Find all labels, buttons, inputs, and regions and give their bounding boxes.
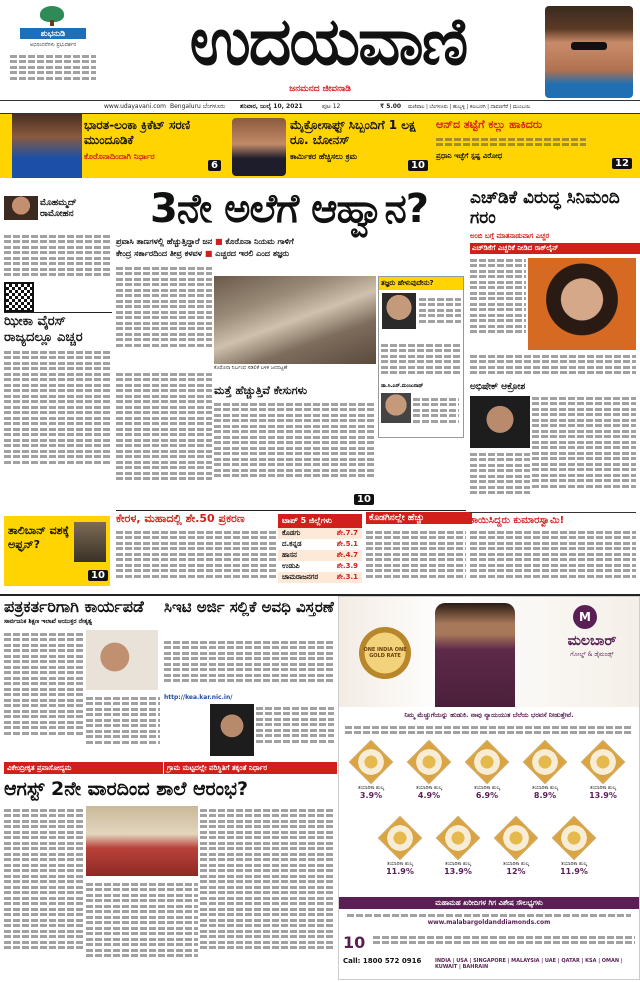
lead-subheads: ಪ್ರವಾಸಿ ತಾಣಗಳಲ್ಲಿ ಹೆಚ್ಚುತ್ತಿದ್ದಾರೆ ಜನ ■ ಕೊರೊನಾ ನಿಯಮ ಗಾಳಿಗೆ ಕೇಂದ್ರ ಸರ್ಕಾರದಿಂದ ತೀವ್ರ ಕಳವಳ ■ ಎಚ್ಚರದ ಇರಲಿ ಎಂದ ತಜ್ಞರು: [116, 237, 294, 258]
district-row: [278, 528, 362, 539]
cases-headline[interactable]: ಮತ್ತೆ ಹೆಚ್ಚುತ್ತಿವೆ ಕೇಸುಗಳು: [214, 384, 308, 397]
teaser-3[interactable]: ಆನ್‌ದ ತಟ್ಟೆಗೆ ಕಲ್ಲು ಹಾಕಿದರು ಪ್ರಧಾನಿ ಇಚ್ಛೆಗೆ ಸ್ಪಷ್ಟ ವಿರೋಧ 12: [436, 118, 636, 174]
taliban-box[interactable]: ತಾಲಿಬಾನ್ ವಶಕ್ಕೆ ಅಫ್ಘನ್? 10: [4, 516, 110, 586]
model-photo: [435, 603, 515, 707]
district-value: ಶೇ.3.1: [336, 573, 358, 581]
jewel-rate-cell[interactable]: ತಯಾರಿಕಾ ಶುಲ್ಕ 6.9%: [459, 741, 515, 813]
date-bar: [0, 100, 640, 114]
district-name: ಚಾಮರಾಜನಗರ: [282, 573, 319, 581]
ceo-photo: [232, 118, 286, 176]
jewel-rate-cell[interactable]: ತಯಾರಿಕಾ ಶುಲ್ಕ 8.9%: [517, 741, 573, 813]
edition-city: Bengaluru ಬೆಂಗಳೂರು: [170, 103, 226, 110]
journalist-headline[interactable]: ಪತ್ರಕರ್ತರಿಗಾಗಿ ಕಾರ್ಯಪಡೆ: [4, 597, 144, 616]
tagline: ಜನಮನದ ಜೀವನಾಡಿ: [289, 84, 351, 94]
tourism-bar: ವಿಕೇಂದ್ರೀಕೃತ ಪ್ರವಾಸೋದ್ಯಮ: [4, 762, 163, 774]
top-districts: ಟಾಪ್ 5 ಜಿಲ್ಲೆಗಳು ಕೊಡಗು ಶೇ.7.7 ದ.ಕನ್ನಡ ಶೇ.5.1 ಹಾಸನ ಶೇ.4.7 ಉಡುಪಿ ಶೇ.3.9 ಚಾಮರಾಜನಗರ ಶೇ.3.1: [278, 514, 362, 590]
editions: ಮಣಿಪಾಲ | ಬೆಂಗಳೂರು | ಹುಬ್ಬಳ್ಳಿ | ಕಲಬುರಗಿ | ದಾವಣಗೆರೆ | ಮುಂಬಯಿ: [408, 104, 531, 110]
abhishek-photo: [470, 396, 530, 448]
commissioner-photo: [86, 630, 158, 690]
zika-headline[interactable]: ಝೀಕಾ ವೈರಸ್ ರಾಜ್ಯದಲ್ಲೂ ಎಚ್ಚರ: [4, 314, 83, 345]
district-value: ಶೇ.7.7: [336, 529, 358, 537]
district-name: ಹಾಸನ: [282, 551, 297, 559]
qr-code[interactable]: [4, 282, 34, 312]
minister-photo: [210, 704, 254, 756]
village-bar: ಗ್ರಾಮ ಮಟ್ಟದಲ್ಲೇ ಪರಿಸ್ಥಿತಿಗೆ ತಕ್ಕಂತೆ ನಿರ್ಧಾರ: [164, 762, 337, 774]
logo[interactable]: ಉದಯವಾಣಿ: [189, 3, 467, 80]
jewel-icon: [552, 816, 597, 861]
jewel-rate-cell[interactable]: ತಯಾರಿಕಾ ಶುಲ್ಕ 4.9%: [401, 741, 457, 813]
malabar-logo-icon: M: [573, 605, 597, 629]
website[interactable]: www.udayavani.com: [104, 103, 167, 110]
crowd-photo: [214, 276, 376, 364]
teaser-2[interactable]: ಮೈಕ್ರೋಸಾಫ್ಟ್ ಸಿಬ್ಬಂದಿಗೆ 1 ಲಕ್ಷ ರೂ. ಬೋನಸ್ ಕಾರ್ಮಿಕರ ಹೆಚ್ಚಿಸಲು ಕ್ರಮ 10: [290, 118, 430, 174]
jewel-rate-cell[interactable]: ತಯಾರಿಕಾ ಶುಲ್ಕ 11.9%: [372, 817, 428, 889]
hdk-headline[interactable]: ಎಚ್‌ಡಿಕೆ ವಿರುದ್ಧ ಸಿನಿಮಂದಿ ಗರಂ: [470, 188, 620, 228]
showroom-count: 10: [343, 933, 366, 952]
jewel-icon: [436, 816, 481, 861]
district-name: ಉಡುಪಿ: [282, 562, 300, 570]
abhishek-headline[interactable]: ಅಭಿಷೇಕ್ ಆಕ್ರೋಶ: [470, 382, 526, 392]
teaser-1[interactable]: ಭಾರತ-ಲಂಕಾ ಕ್ರಿಕೆಟ್ ಸರಣಿ ಮುಂದೂಡಿಕೆ ಕೊರೊನಾದಿಂದಾಗಿ ನಿರ್ಧಾರ 6: [84, 118, 224, 174]
subhana-box: [4, 4, 102, 96]
expert-photo: [382, 293, 416, 329]
cet-link[interactable]: http://kea.kar.nic.in/: [164, 694, 233, 701]
jewel-icon: [378, 816, 423, 861]
kumaraswamy-headline[interactable]: ಕಾಯಿಸಿದ್ದರು ಕುಮಾರಸ್ವಾಮಿ!: [470, 512, 636, 526]
actor-photo: [545, 6, 633, 98]
malabar-ad[interactable]: ONE INDIA ONE GOLD RATE M ಮಲಬಾರ್ ಗೋಲ್ಡ್ & ಡೈಮಂಡ್ಸ್ ನಿಮ್ಮ ಮೆಚ್ಚುಗೆಯನ್ನು ಹುಡುಕಿ. ನಾವು ನ್ಯಾಯಯುತ ಬೆಲೆಯ ಭರವಸೆ ನೀಡುತ್ತೇವೆ. ತಯಾರಿಕಾ ಶುಲ್ಕ 3.9% ತಯಾರಿಕಾ ಶುಲ್ಕ 4.9% ತಯಾರಿಕಾ ಶುಲ್ಕ 6.9% ತಯಾರಿಕಾ ಶುಲ್ಕ 8.9% ತಯಾರಿಕಾ ಶುಲ್ಕ 13.9% ತಯಾರಿಕಾ ಶುಲ್ಕ 11.9% ತಯಾರಿಕಾ ಶುಲ್ಕ 13.9% ತಯಾರಿಕಾ ಶುಲ್ಕ 12% ತಯಾರಿಕಾ ಶುಲ್ಕ 11.9% ಮಹಾಮಹ ಖರೀದಿಗಳ ಗಿಗ ವಿಶೇಷ ಸೌಲಭ್ಯಗಳು www.malabargoldanddiamonds.com 10 Call: 1800 572 0916 INDIA | USA | SINGAPORE | MALAYSIA | UAE | QATAR | KSA | OMAN | KUWAIT | BAHRAIN: [338, 596, 640, 980]
district-name: ಕೊಡಗು: [282, 529, 301, 537]
district-value: ಶೇ.5.1: [336, 540, 358, 548]
jewel-icon: [523, 740, 568, 785]
page-count: ಪುಟ 12: [322, 103, 341, 110]
district-value: ಶೇ.4.7: [336, 551, 358, 559]
jewel-icon: [407, 740, 452, 785]
hdk-sub2: ಎಚ್‌ಡಿಕೆಗೆ ಎಚ್ಚರಿಕೆ ನೀಡಿದ ರಾಕ್‌ಲೈನ್: [470, 243, 640, 254]
jewel-rate-cell[interactable]: ತಯಾರಿಕಾ ಶುಲ್ಕ 11.9%: [546, 817, 602, 889]
school-photo: [86, 806, 198, 876]
district-row: [278, 550, 362, 561]
jewel-icon: [349, 740, 394, 785]
crowd-caption: ಕೊರೊನಾ ನಿರ್ಬಂಧ ಸಡಿಲಿಕೆ ಬಳಿಕ ಜನದಟ್ಟಣೆ: [214, 365, 288, 371]
jewel-icon: [581, 740, 626, 785]
actress-photo: [528, 258, 636, 350]
jewel-rate-cell[interactable]: ತಯಾರಿಕಾ ಶುಲ್ಕ 13.9%: [575, 741, 631, 813]
price: ₹ 5.00: [380, 103, 402, 110]
subhana-label: ಶುಭನುಡಿ: [20, 28, 86, 39]
expert-box[interactable]: ತಜ್ಞರು ಹೇಳುವುದೇನು? ಡಾ.ಸಿ.ಎನ್.ಮಂಜುನಾಥ್: [378, 276, 464, 438]
lead-headline[interactable]: 3ನೇ ಅಲೆಗೆ ಆಹ್ವಾನ?: [149, 186, 428, 232]
column-author: ಮೊಹಮ್ಮದ್ ರಾಮೋಹನ: [40, 198, 77, 219]
cricketer-photo: [12, 114, 82, 178]
district-value: ಶೇ.3.9: [336, 562, 358, 570]
columnist-photo: [4, 196, 38, 220]
cases-page: 10: [354, 494, 374, 505]
cet-headline[interactable]: ಸಿಇಟಿ ಅರ್ಜಿ ಸಲ್ಲಿಕೆ ಅವಧಿ ವಿಸ್ತರಣೆ: [164, 598, 334, 616]
district-row: [278, 539, 362, 550]
jewel-icon: [465, 740, 510, 785]
hdk-sub1: ಅಂಬಿ ಬಗ್ಗೆ ಮಾತನಾಡುವಾಗ ಎಚ್ಚರ: [470, 232, 550, 240]
district-row: [278, 572, 362, 583]
kodagu-headline[interactable]: ಕೊಡಗಿನಲ್ಲೇ ಹೆಚ್ಚು: [366, 512, 472, 524]
taliban-photo: [74, 522, 106, 562]
jewel-rate-cell[interactable]: ತಯಾರಿಕಾ ಶುಲ್ಕ 13.9%: [430, 817, 486, 889]
kerala-headline[interactable]: ಕೇರಳ, ಮಹಾದಲ್ಲಿ ಶೇ.50 ಪ್ರಕರಣ: [116, 512, 245, 525]
school-headline[interactable]: ಆಗಸ್ಟ್ 2ನೇ ವಾರದಿಂದ ಶಾಲೆ ಆರಂಭ?: [4, 778, 249, 800]
gold-badge: ONE INDIA ONE GOLD RATE: [359, 627, 411, 679]
jewel-icon: [494, 816, 539, 861]
expert-photo-2: [381, 393, 411, 423]
issue-date: ಶನಿವಾರ, ಜುಲೈ 10, 2021: [240, 103, 303, 110]
district-name: ದ.ಕನ್ನಡ: [282, 540, 302, 548]
district-row: [278, 561, 362, 572]
jewel-rate-cell[interactable]: ತಯಾರಿಕಾ ಶುಲ್ಕ 3.9%: [343, 741, 399, 813]
subhana-text: ಅಭಿನಂದನೆಗಳು ಪ್ರಭುದರ್ಶನ: [29, 42, 77, 48]
journalist-sub: ಸಾರ್ವಜನಿಕ ಶಿಕ್ಷಣ ಇಲಾಖೆ ಆಯುಕ್ತರ ನೇತೃತ್ವ: [4, 618, 93, 625]
jewel-rate-cell[interactable]: ತಯಾರಿಕಾ ಶುಲ್ಕ 12%: [488, 817, 544, 889]
